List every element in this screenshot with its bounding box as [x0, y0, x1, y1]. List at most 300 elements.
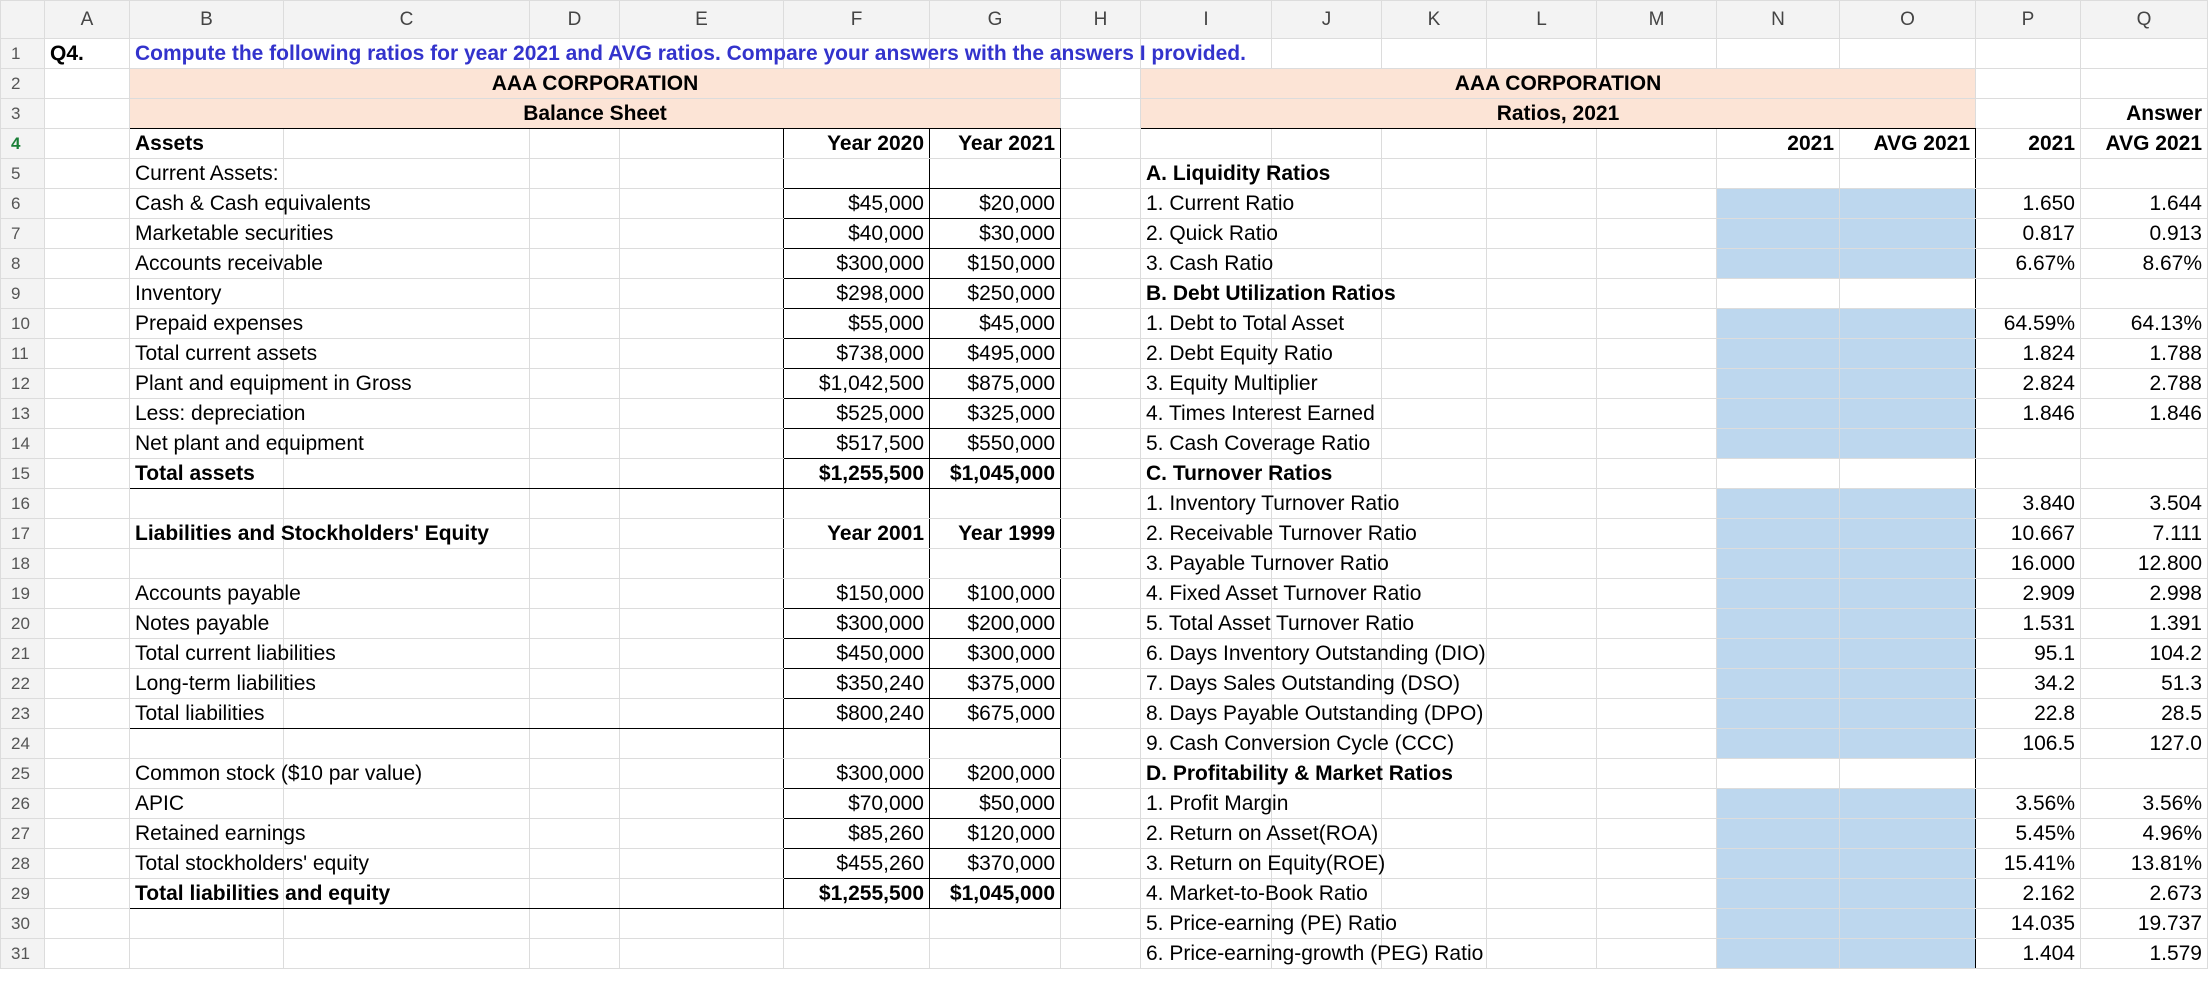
- cell[interactable]: [1487, 309, 1597, 339]
- cell[interactable]: [284, 729, 530, 759]
- cell[interactable]: [1487, 849, 1597, 879]
- ratio-input-avg[interactable]: [1840, 729, 1976, 759]
- cell[interactable]: [530, 519, 620, 549]
- answer-value-avg[interactable]: 1.788: [2081, 339, 2208, 369]
- answer-value-2021[interactable]: 2.162: [1976, 879, 2081, 909]
- cell[interactable]: [530, 189, 620, 219]
- cell[interactable]: [1487, 429, 1597, 459]
- cell[interactable]: [1382, 369, 1487, 399]
- cell[interactable]: [2081, 39, 2208, 69]
- ratio-section-header[interactable]: A. Liquidity Ratios: [1141, 159, 1272, 189]
- cell[interactable]: [1061, 939, 1141, 969]
- equity-value-1999[interactable]: $370,000: [930, 849, 1061, 879]
- cell[interactable]: [1487, 699, 1597, 729]
- cell[interactable]: [1272, 39, 1382, 69]
- cell[interactable]: [1976, 459, 2081, 489]
- cell[interactable]: [284, 609, 530, 639]
- cell[interactable]: [1061, 99, 1141, 129]
- cell[interactable]: [1487, 939, 1597, 969]
- row-header[interactable]: 7: [1, 219, 45, 249]
- cell[interactable]: [530, 369, 620, 399]
- ratio-input-avg[interactable]: [1840, 189, 1976, 219]
- asset-label[interactable]: Prepaid expenses: [130, 309, 284, 339]
- ratio-input-2021[interactable]: [1717, 729, 1840, 759]
- cell[interactable]: [620, 699, 784, 729]
- cell[interactable]: [1597, 369, 1717, 399]
- cell[interactable]: [1840, 459, 1976, 489]
- cell[interactable]: [1597, 219, 1717, 249]
- cell[interactable]: [45, 219, 130, 249]
- cell[interactable]: [45, 429, 130, 459]
- cell[interactable]: [930, 489, 1061, 519]
- cell[interactable]: [1272, 219, 1382, 249]
- cell[interactable]: [1382, 879, 1487, 909]
- ratio-input-avg[interactable]: [1840, 639, 1976, 669]
- cell[interactable]: [45, 759, 130, 789]
- cell[interactable]: [1597, 789, 1717, 819]
- row-header[interactable]: 26: [1, 789, 45, 819]
- cell[interactable]: [930, 729, 1061, 759]
- answer-col-avg[interactable]: AVG 2021: [2081, 129, 2208, 159]
- cell[interactable]: [1061, 909, 1141, 939]
- liabilities-header[interactable]: Liabilities and Stockholders' Equity: [130, 519, 284, 549]
- answer-value-avg[interactable]: 19.737: [2081, 909, 2208, 939]
- cell[interactable]: [284, 279, 530, 309]
- ratio-section-header[interactable]: C. Turnover Ratios: [1141, 459, 1272, 489]
- liability-value-1999[interactable]: $375,000: [930, 669, 1061, 699]
- ratio-input-2021[interactable]: [1717, 879, 1840, 909]
- ratio-label[interactable]: 4. Market-to-Book Ratio: [1141, 879, 1272, 909]
- cell[interactable]: [1382, 819, 1487, 849]
- ratio-label[interactable]: 6. Price-earning-growth (PEG) Ratio: [1141, 939, 1272, 969]
- column-header[interactable]: B: [130, 1, 284, 39]
- cell[interactable]: [1382, 399, 1487, 429]
- cell[interactable]: [1382, 549, 1487, 579]
- answer-value-avg[interactable]: [2081, 429, 2208, 459]
- cell[interactable]: [530, 279, 620, 309]
- asset-label[interactable]: Accounts receivable: [130, 249, 284, 279]
- ratio-label[interactable]: 3. Payable Turnover Ratio: [1141, 549, 1272, 579]
- row-header[interactable]: 19: [1, 579, 45, 609]
- answer-value-avg[interactable]: 3.56%: [2081, 789, 2208, 819]
- ratio-input-avg[interactable]: [1840, 909, 1976, 939]
- cell[interactable]: [1597, 549, 1717, 579]
- ratio-label[interactable]: 8. Days Payable Outstanding (DPO): [1141, 699, 1272, 729]
- ratio-input-2021[interactable]: [1717, 909, 1840, 939]
- liability-value-1999[interactable]: $300,000: [930, 639, 1061, 669]
- balance-sheet-subtitle[interactable]: Balance Sheet: [130, 99, 1061, 129]
- cell[interactable]: [530, 909, 620, 939]
- cell[interactable]: [530, 129, 620, 159]
- cell[interactable]: [1487, 789, 1597, 819]
- cell[interactable]: [45, 549, 130, 579]
- ratio-input-avg[interactable]: [1840, 429, 1976, 459]
- ratio-input-avg[interactable]: [1840, 849, 1976, 879]
- ratio-label[interactable]: 5. Price-earning (PE) Ratio: [1141, 909, 1272, 939]
- cell[interactable]: [130, 489, 284, 519]
- cell[interactable]: [1976, 39, 2081, 69]
- row-header[interactable]: 8: [1, 249, 45, 279]
- cell[interactable]: [930, 159, 1061, 189]
- column-header[interactable]: J: [1272, 1, 1382, 39]
- cell[interactable]: [45, 639, 130, 669]
- cell[interactable]: [1061, 759, 1141, 789]
- cell[interactable]: [1487, 879, 1597, 909]
- column-header[interactable]: L: [1487, 1, 1597, 39]
- cell[interactable]: [1487, 489, 1597, 519]
- cell[interactable]: [1487, 759, 1597, 789]
- cell[interactable]: [45, 519, 130, 549]
- answer-value-2021[interactable]: 10.667: [1976, 519, 2081, 549]
- cell[interactable]: [1597, 819, 1717, 849]
- col-header-2001[interactable]: Year 2001: [784, 519, 930, 549]
- cell[interactable]: [1061, 339, 1141, 369]
- cell[interactable]: [930, 909, 1061, 939]
- ratio-input-2021[interactable]: [1717, 579, 1840, 609]
- liability-value-1999[interactable]: $200,000: [930, 609, 1061, 639]
- cell[interactable]: [284, 339, 530, 369]
- answer-value-2021[interactable]: 16.000: [1976, 549, 2081, 579]
- answer-value-2021[interactable]: 1.650: [1976, 189, 2081, 219]
- ratio-input-2021[interactable]: [1717, 639, 1840, 669]
- cell[interactable]: [620, 939, 784, 969]
- answer-value-avg[interactable]: 4.96%: [2081, 819, 2208, 849]
- row-header[interactable]: 22: [1, 669, 45, 699]
- asset-value-2020[interactable]: $55,000: [784, 309, 930, 339]
- column-header[interactable]: Q: [2081, 1, 2208, 39]
- ratio-input-avg[interactable]: [1840, 789, 1976, 819]
- cell[interactable]: [530, 489, 620, 519]
- cell[interactable]: [1597, 399, 1717, 429]
- cell[interactable]: [1382, 429, 1487, 459]
- cell[interactable]: [1976, 159, 2081, 189]
- cell[interactable]: [130, 909, 284, 939]
- cell[interactable]: [45, 99, 130, 129]
- row-header[interactable]: 27: [1, 819, 45, 849]
- row-header[interactable]: 2: [1, 69, 45, 99]
- answer-value-avg[interactable]: 1.644: [2081, 189, 2208, 219]
- cell[interactable]: [1840, 39, 1976, 69]
- cell[interactable]: [284, 129, 530, 159]
- cell[interactable]: [1487, 639, 1597, 669]
- liability-value-2001[interactable]: $800,240: [784, 699, 930, 729]
- cell[interactable]: [1487, 249, 1597, 279]
- cell[interactable]: [784, 729, 930, 759]
- cell[interactable]: [1597, 729, 1717, 759]
- asset-label[interactable]: Cash & Cash equivalents: [130, 189, 284, 219]
- cell[interactable]: [45, 339, 130, 369]
- row-header[interactable]: 9: [1, 279, 45, 309]
- cell[interactable]: [45, 789, 130, 819]
- cell[interactable]: [1061, 669, 1141, 699]
- cell[interactable]: [1487, 669, 1597, 699]
- answer-value-avg[interactable]: 28.5: [2081, 699, 2208, 729]
- cell[interactable]: [1382, 339, 1487, 369]
- cell[interactable]: [1272, 789, 1382, 819]
- equity-label[interactable]: Total liabilities and equity: [130, 879, 284, 909]
- ratio-input-avg[interactable]: [1840, 699, 1976, 729]
- ratio-label[interactable]: 2. Debt Equity Ratio: [1141, 339, 1272, 369]
- asset-value-2021[interactable]: $325,000: [930, 399, 1061, 429]
- liability-label[interactable]: Accounts payable: [130, 579, 284, 609]
- liability-label[interactable]: Total liabilities: [130, 699, 284, 729]
- cell[interactable]: [530, 879, 620, 909]
- asset-value-2021[interactable]: $495,000: [930, 339, 1061, 369]
- answer-value-avg[interactable]: 104.2: [2081, 639, 2208, 669]
- ratio-input-avg[interactable]: [1840, 669, 1976, 699]
- cell[interactable]: [284, 789, 530, 819]
- cell[interactable]: [620, 579, 784, 609]
- cell[interactable]: [1840, 759, 1976, 789]
- ratio-label[interactable]: 1. Inventory Turnover Ratio: [1141, 489, 1272, 519]
- asset-label[interactable]: Net plant and equipment: [130, 429, 284, 459]
- column-header[interactable]: E: [620, 1, 784, 39]
- cell[interactable]: [45, 189, 130, 219]
- cell[interactable]: [1976, 99, 2081, 129]
- cell[interactable]: [1487, 579, 1597, 609]
- cell[interactable]: [930, 939, 1061, 969]
- row-header[interactable]: 4: [1, 129, 45, 159]
- cell[interactable]: [620, 789, 784, 819]
- cell[interactable]: [620, 159, 784, 189]
- cell[interactable]: [1061, 579, 1141, 609]
- column-header[interactable]: K: [1382, 1, 1487, 39]
- cell[interactable]: [45, 909, 130, 939]
- cell[interactable]: [45, 399, 130, 429]
- column-header[interactable]: H: [1061, 1, 1141, 39]
- cell[interactable]: [45, 729, 130, 759]
- answer-value-2021[interactable]: 95.1: [1976, 639, 2081, 669]
- ratio-input-avg[interactable]: [1840, 309, 1976, 339]
- answer-value-2021[interactable]: 1.404: [1976, 939, 2081, 969]
- cell[interactable]: [1487, 729, 1597, 759]
- cell[interactable]: [1382, 249, 1487, 279]
- cell[interactable]: [284, 459, 530, 489]
- answer-value-2021[interactable]: 2.909: [1976, 579, 2081, 609]
- cell[interactable]: [1597, 309, 1717, 339]
- cell[interactable]: [784, 159, 930, 189]
- answer-value-2021[interactable]: 5.45%: [1976, 819, 2081, 849]
- ratio-input-avg[interactable]: [1840, 609, 1976, 639]
- cell[interactable]: [1487, 129, 1597, 159]
- cell[interactable]: [530, 249, 620, 279]
- cell[interactable]: [1717, 759, 1840, 789]
- asset-label[interactable]: Plant and equipment in Gross: [130, 369, 284, 399]
- answer-value-avg[interactable]: 2.788: [2081, 369, 2208, 399]
- asset-value-2021[interactable]: $45,000: [930, 309, 1061, 339]
- cell[interactable]: [1382, 159, 1487, 189]
- cell[interactable]: [284, 909, 530, 939]
- ratio-input-2021[interactable]: [1717, 939, 1840, 969]
- cell[interactable]: [1061, 69, 1141, 99]
- row-header[interactable]: 28: [1, 849, 45, 879]
- ratio-input-avg[interactable]: [1840, 819, 1976, 849]
- cell[interactable]: [1061, 519, 1141, 549]
- equity-value-1999[interactable]: $1,045,000: [930, 879, 1061, 909]
- cell[interactable]: [620, 399, 784, 429]
- cell[interactable]: [1597, 279, 1717, 309]
- ratio-label[interactable]: 1. Current Ratio: [1141, 189, 1272, 219]
- cell[interactable]: [530, 459, 620, 489]
- cell[interactable]: [130, 939, 284, 969]
- cell[interactable]: [284, 309, 530, 339]
- cell[interactable]: [1487, 399, 1597, 429]
- cell[interactable]: [620, 459, 784, 489]
- asset-value-2021[interactable]: $30,000: [930, 219, 1061, 249]
- equity-label[interactable]: Retained earnings: [130, 819, 284, 849]
- ratio-label[interactable]: 3. Equity Multiplier: [1141, 369, 1272, 399]
- answer-value-2021[interactable]: 3.56%: [1976, 789, 2081, 819]
- equity-value-2001[interactable]: $455,260: [784, 849, 930, 879]
- row-header[interactable]: 21: [1, 639, 45, 669]
- ratio-input-2021[interactable]: [1717, 249, 1840, 279]
- answer-value-2021[interactable]: 1.846: [1976, 399, 2081, 429]
- ratio-label[interactable]: 3. Return on Equity(ROE): [1141, 849, 1272, 879]
- cell[interactable]: [530, 609, 620, 639]
- cell[interactable]: [1487, 519, 1597, 549]
- answer-value-avg[interactable]: 2.998: [2081, 579, 2208, 609]
- row-header[interactable]: 5: [1, 159, 45, 189]
- answer-value-avg[interactable]: 3.504: [2081, 489, 2208, 519]
- cell[interactable]: [45, 279, 130, 309]
- cell[interactable]: [1597, 609, 1717, 639]
- asset-value-2020[interactable]: $298,000: [784, 279, 930, 309]
- asset-value-2020[interactable]: $1,255,500: [784, 459, 930, 489]
- equity-label[interactable]: APIC: [130, 789, 284, 819]
- equity-value-2001[interactable]: $300,000: [784, 759, 930, 789]
- cell[interactable]: [784, 489, 930, 519]
- ratio-input-2021[interactable]: [1717, 189, 1840, 219]
- col-header-2020[interactable]: Year 2020: [784, 129, 930, 159]
- ratio-col-avg[interactable]: AVG 2021: [1840, 129, 1976, 159]
- asset-value-2021[interactable]: $875,000: [930, 369, 1061, 399]
- asset-value-2020[interactable]: $1,042,500: [784, 369, 930, 399]
- row-header[interactable]: 24: [1, 729, 45, 759]
- cell[interactable]: [1382, 789, 1487, 819]
- cell[interactable]: [620, 339, 784, 369]
- row-header[interactable]: 23: [1, 699, 45, 729]
- cell[interactable]: [1061, 699, 1141, 729]
- cell[interactable]: [620, 249, 784, 279]
- cell[interactable]: [284, 699, 530, 729]
- asset-label[interactable]: Marketable securities: [130, 219, 284, 249]
- answer-value-avg[interactable]: 1.391: [2081, 609, 2208, 639]
- ratio-input-avg[interactable]: [1840, 399, 1976, 429]
- answer-value-avg[interactable]: 12.800: [2081, 549, 2208, 579]
- cell[interactable]: [1061, 309, 1141, 339]
- cell[interactable]: [530, 429, 620, 459]
- answer-value-2021[interactable]: 0.817: [1976, 219, 2081, 249]
- cell[interactable]: [530, 669, 620, 699]
- liability-value-2001[interactable]: $350,240: [784, 669, 930, 699]
- row-header[interactable]: 14: [1, 429, 45, 459]
- answer-value-2021[interactable]: 34.2: [1976, 669, 2081, 699]
- cell[interactable]: [45, 579, 130, 609]
- cell[interactable]: [284, 579, 530, 609]
- ratio-label[interactable]: 4. Fixed Asset Turnover Ratio: [1141, 579, 1272, 609]
- cell[interactable]: [45, 249, 130, 279]
- column-header[interactable]: O: [1840, 1, 1976, 39]
- ratio-input-2021[interactable]: [1717, 699, 1840, 729]
- cell[interactable]: [1487, 369, 1597, 399]
- ratio-label[interactable]: 7. Days Sales Outstanding (DSO): [1141, 669, 1272, 699]
- cell[interactable]: [620, 909, 784, 939]
- asset-value-2021[interactable]: $1,045,000: [930, 459, 1061, 489]
- cell[interactable]: [1061, 399, 1141, 429]
- cell[interactable]: [1597, 429, 1717, 459]
- cell[interactable]: [45, 129, 130, 159]
- cell[interactable]: [530, 549, 620, 579]
- liability-label[interactable]: Total current liabilities: [130, 639, 284, 669]
- cell[interactable]: [1840, 159, 1976, 189]
- answer-value-2021[interactable]: 106.5: [1976, 729, 2081, 759]
- ratio-label[interactable]: 5. Total Asset Turnover Ratio: [1141, 609, 1272, 639]
- ratio-input-2021[interactable]: [1717, 369, 1840, 399]
- row-header[interactable]: 17: [1, 519, 45, 549]
- cell[interactable]: [45, 939, 130, 969]
- cell[interactable]: [530, 939, 620, 969]
- cell[interactable]: [284, 669, 530, 699]
- column-header[interactable]: D: [530, 1, 620, 39]
- cell[interactable]: [1487, 189, 1597, 219]
- cell[interactable]: [1487, 39, 1597, 69]
- ratio-input-2021[interactable]: [1717, 429, 1840, 459]
- equity-value-1999[interactable]: $120,000: [930, 819, 1061, 849]
- cell[interactable]: [1597, 459, 1717, 489]
- ratio-input-avg[interactable]: [1840, 579, 1976, 609]
- asset-label[interactable]: Less: depreciation: [130, 399, 284, 429]
- ratio-label[interactable]: 2. Quick Ratio: [1141, 219, 1272, 249]
- column-header[interactable]: N: [1717, 1, 1840, 39]
- cell[interactable]: [620, 519, 784, 549]
- ratio-label[interactable]: 2. Return on Asset(ROA): [1141, 819, 1272, 849]
- cell[interactable]: [45, 369, 130, 399]
- cell[interactable]: [45, 69, 130, 99]
- cell[interactable]: [284, 489, 530, 519]
- cell[interactable]: [620, 489, 784, 519]
- ratio-input-2021[interactable]: [1717, 489, 1840, 519]
- cell[interactable]: [530, 399, 620, 429]
- equity-value-2001[interactable]: $85,260: [784, 819, 930, 849]
- cell[interactable]: [1597, 249, 1717, 279]
- cell[interactable]: [620, 219, 784, 249]
- equity-label[interactable]: Total stockholders' equity: [130, 849, 284, 879]
- cell[interactable]: [1597, 39, 1717, 69]
- cell[interactable]: [1487, 159, 1597, 189]
- cell[interactable]: [1061, 129, 1141, 159]
- answer-value-2021[interactable]: 14.035: [1976, 909, 2081, 939]
- ratio-input-2021[interactable]: [1717, 219, 1840, 249]
- cell[interactable]: [530, 789, 620, 819]
- cell[interactable]: [1717, 39, 1840, 69]
- answer-value-2021[interactable]: 3.840: [1976, 489, 2081, 519]
- cell[interactable]: [1597, 519, 1717, 549]
- asset-value-2021[interactable]: $150,000: [930, 249, 1061, 279]
- cell[interactable]: [1597, 939, 1717, 969]
- ratio-input-2021[interactable]: [1717, 789, 1840, 819]
- ratio-input-avg[interactable]: [1840, 249, 1976, 279]
- column-header[interactable]: I: [1141, 1, 1272, 39]
- cell[interactable]: [530, 849, 620, 879]
- answer-value-avg[interactable]: 64.13%: [2081, 309, 2208, 339]
- cell[interactable]: [1597, 339, 1717, 369]
- equity-value-2001[interactable]: $1,255,500: [784, 879, 930, 909]
- cell[interactable]: [1976, 69, 2081, 99]
- liability-value-1999[interactable]: $675,000: [930, 699, 1061, 729]
- ratio-input-avg[interactable]: [1840, 219, 1976, 249]
- row-header[interactable]: 25: [1, 759, 45, 789]
- cell[interactable]: [1597, 909, 1717, 939]
